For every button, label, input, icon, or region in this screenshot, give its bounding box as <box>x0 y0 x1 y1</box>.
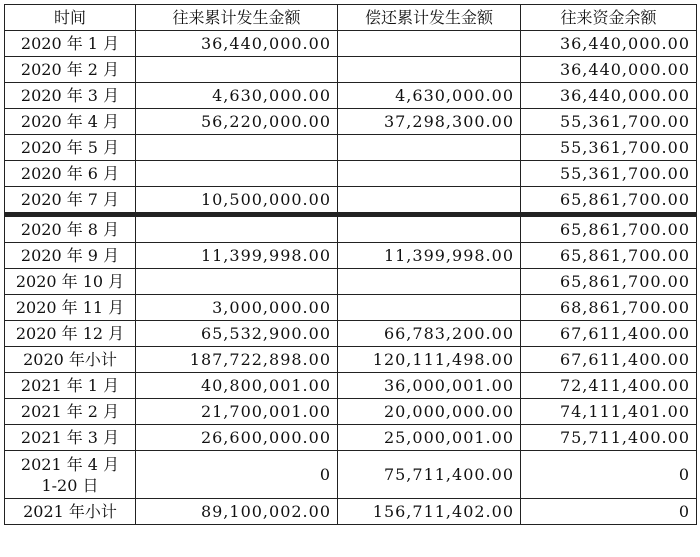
period-cell: 2020 年 2 月 <box>5 57 136 83</box>
header-row <box>5 5 697 31</box>
repay-cell: 120,111,498.00 <box>338 347 521 373</box>
period-cell: 2021 年 2 月 <box>5 399 136 425</box>
table-row <box>5 295 697 321</box>
subtotal-row <box>5 499 697 525</box>
table-row <box>5 451 697 499</box>
table-row <box>5 425 697 451</box>
table-row <box>5 269 697 295</box>
inflow-cell: 65,532,900.00 <box>136 321 338 347</box>
inflow-cell <box>136 57 338 83</box>
inflow-cell <box>136 135 338 161</box>
balance-cell: 55,361,700.00 <box>521 109 697 135</box>
inflow-cell: 56,220,000.00 <box>136 109 338 135</box>
balance-cell: 65,861,700.00 <box>521 243 697 269</box>
table-row <box>5 161 697 187</box>
period-cell: 2020 年 5 月 <box>5 135 136 161</box>
period-cell: 2020 年 6 月 <box>5 161 136 187</box>
repay-cell <box>338 215 521 243</box>
period-cell: 2021 年 4 月 1-20 日 <box>5 451 136 499</box>
period-cell: 2020 年 1 月 <box>5 31 136 57</box>
header-period: 时间 <box>5 5 136 31</box>
period-cell: 2020 年 8 月 <box>5 215 136 243</box>
repay-cell <box>338 187 521 215</box>
repay-cell <box>338 31 521 57</box>
balance-cell: 36,440,000.00 <box>521 57 697 83</box>
table-row <box>5 109 697 135</box>
repay-cell: 66,783,200.00 <box>338 321 521 347</box>
period-cell: 2020 年 3 月 <box>5 83 136 109</box>
period-cell: 2020 年 4 月 <box>5 109 136 135</box>
repay-cell: 75,711,400.00 <box>338 451 521 499</box>
table-row <box>5 321 697 347</box>
period-cell: 2020 年 11 月 <box>5 295 136 321</box>
inflow-cell: 21,700,001.00 <box>136 399 338 425</box>
inflow-cell <box>136 215 338 243</box>
balance-cell: 36,440,000.00 <box>521 31 697 57</box>
repay-cell: 11,399,998.00 <box>338 243 521 269</box>
period-cell: 2020 年 10 月 <box>5 269 136 295</box>
table-row <box>5 215 697 243</box>
period-cell: 2021 年 3 月 <box>5 425 136 451</box>
balance-cell: 65,861,700.00 <box>521 269 697 295</box>
repay-cell: 25,000,001.00 <box>338 425 521 451</box>
repay-cell <box>338 135 521 161</box>
inflow-cell: 10,500,000.00 <box>136 187 338 215</box>
period-cell: 2020 年 12 月 <box>5 321 136 347</box>
period-cell: 2021 年 1 月 <box>5 373 136 399</box>
balance-cell: 65,861,700.00 <box>521 187 697 215</box>
repay-cell <box>338 57 521 83</box>
balance-cell: 74,111,401.00 <box>521 399 697 425</box>
inflow-cell: 0 <box>136 451 338 499</box>
balance-cell: 0 <box>521 451 697 499</box>
table-row <box>5 31 697 57</box>
inflow-cell: 3,000,000.00 <box>136 295 338 321</box>
inflow-cell: 36,440,000.00 <box>136 31 338 57</box>
table-row <box>5 243 697 269</box>
table-row <box>5 399 697 425</box>
repay-cell: 20,000,000.00 <box>338 399 521 425</box>
inflow-cell: 40,800,001.00 <box>136 373 338 399</box>
funds-table <box>4 4 697 525</box>
table-row <box>5 135 697 161</box>
repay-cell <box>338 295 521 321</box>
balance-cell: 67,611,400.00 <box>521 321 697 347</box>
balance-cell: 0 <box>521 499 697 525</box>
balance-cell: 72,411,400.00 <box>521 373 697 399</box>
balance-cell: 67,611,400.00 <box>521 347 697 373</box>
period-cell: 2021 年小计 <box>5 499 136 525</box>
header-repay: 偿还累计发生金额 <box>338 5 521 31</box>
repay-cell <box>338 161 521 187</box>
balance-cell: 68,861,700.00 <box>521 295 697 321</box>
repay-cell <box>338 269 521 295</box>
repay-cell: 4,630,000.00 <box>338 83 521 109</box>
repay-cell: 156,711,402.00 <box>338 499 521 525</box>
inflow-cell: 11,399,998.00 <box>136 243 338 269</box>
balance-cell: 36,440,000.00 <box>521 83 697 109</box>
balance-cell: 55,361,700.00 <box>521 161 697 187</box>
balance-cell: 75,711,400.00 <box>521 425 697 451</box>
inflow-cell <box>136 161 338 187</box>
period-cell: 2020 年小计 <box>5 347 136 373</box>
table-row <box>5 83 697 109</box>
repay-cell: 37,298,300.00 <box>338 109 521 135</box>
table-row <box>5 373 697 399</box>
inflow-cell: 187,722,898.00 <box>136 347 338 373</box>
table-row <box>5 57 697 83</box>
inflow-cell: 4,630,000.00 <box>136 83 338 109</box>
balance-cell: 55,361,700.00 <box>521 135 697 161</box>
inflow-cell: 89,100,002.00 <box>136 499 338 525</box>
table-row <box>5 187 697 215</box>
repay-cell: 36,000,001.00 <box>338 373 521 399</box>
period-cell: 2020 年 9 月 <box>5 243 136 269</box>
subtotal-row <box>5 347 697 373</box>
header-inflow: 往来累计发生金额 <box>136 5 338 31</box>
inflow-cell <box>136 269 338 295</box>
period-cell: 2020 年 7 月 <box>5 187 136 215</box>
header-balance: 往来资金余额 <box>521 5 697 31</box>
inflow-cell: 26,600,000.00 <box>136 425 338 451</box>
balance-cell: 65,861,700.00 <box>521 215 697 243</box>
